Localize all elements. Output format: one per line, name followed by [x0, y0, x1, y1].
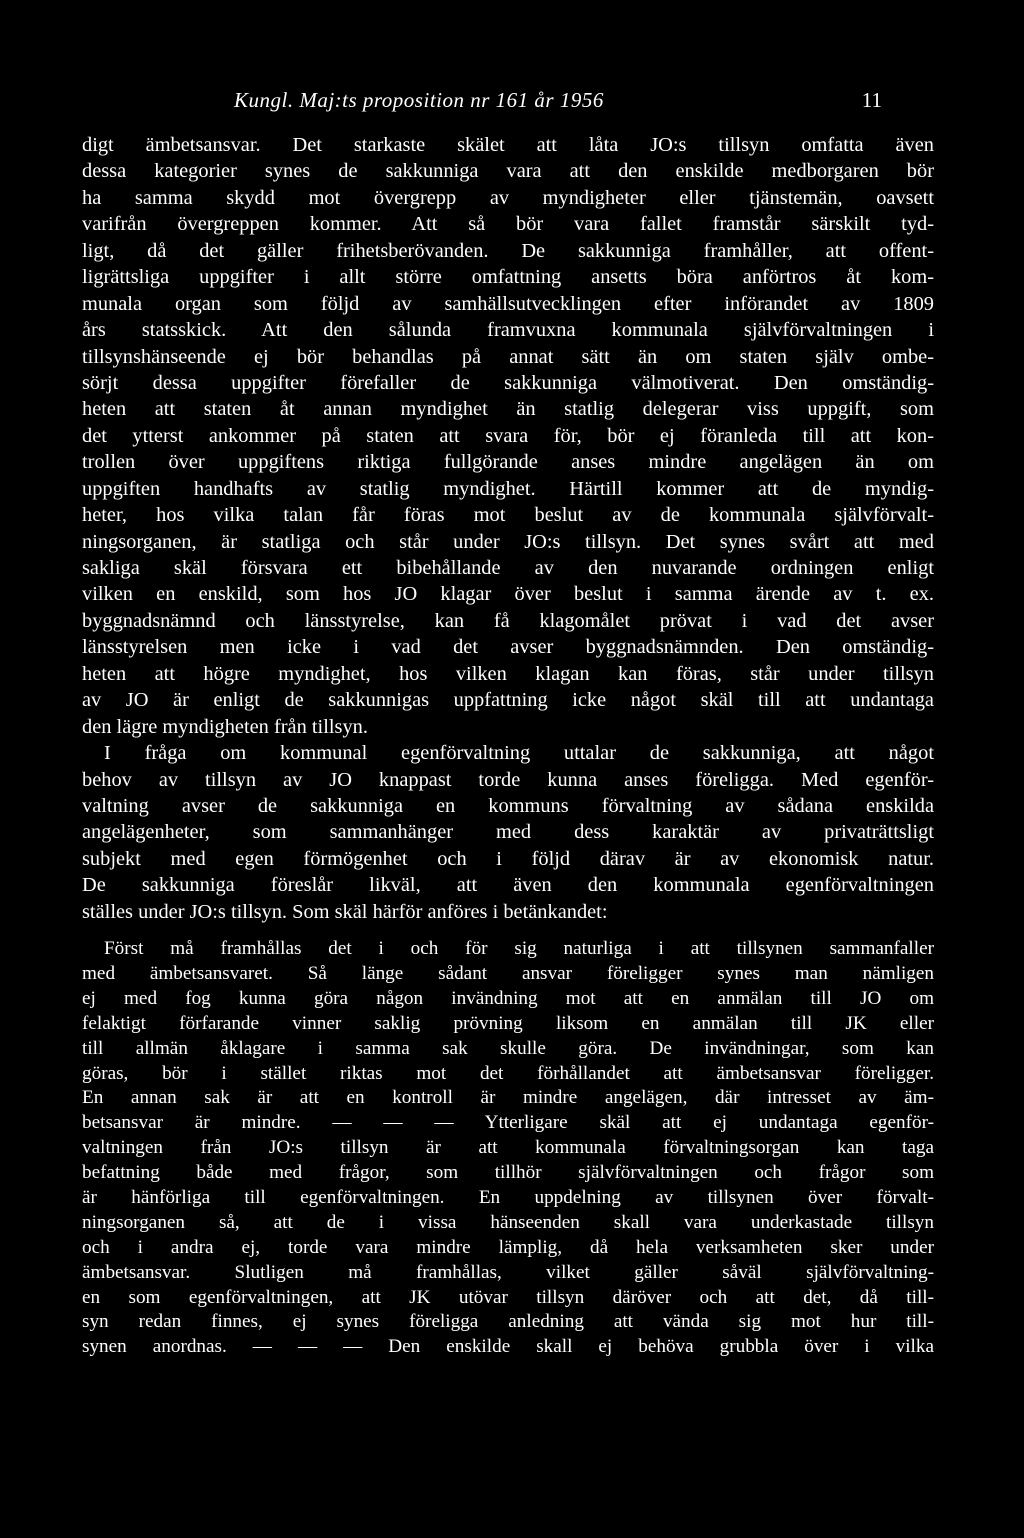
quote-line: syn redan finnes, ej synes föreligga anledning att vända sig mot hur till- [82, 1311, 934, 1333]
body-line: digt ämbetsansvar. Det starkaste skälet att låta JO:s tillsyn omfatta även [82, 134, 934, 156]
body-line: I fråga om kommunal egenförvaltning uttalar de sakkunniga, att något [104, 742, 934, 765]
page-number: 11 [861, 88, 882, 112]
running-header [82, 88, 934, 118]
body-line: av JO är enligt de sakkunnigas uppfattning icke något skäl till att undantaga [82, 689, 934, 712]
quote-line: synen anordnas. — — — Den enskilde skall ej behöva grubbla över i vilka [82, 1336, 934, 1358]
quote-line: felaktigt förfarande vinner saklig prövning liksom en anmälan till JK eller [82, 1012, 934, 1034]
body-line: De sakkunniga föreslår likväl, att även den kommunala egenförvaltningen [82, 874, 934, 897]
body-line: trollen över uppgiftens riktiga fullgörande anses mindre angelägen än om [82, 451, 934, 474]
quote-line: ej med fog kunna göra någon invändning mot att en anmälan till JO om [82, 987, 934, 1009]
body-line: sakliga skäl försvara ett bibehållande av den nuvarande ordningen enligt [82, 557, 934, 579]
body-line: ligrättsliga uppgifter i allt större omfattning ansetts böra anförtros åt kom- [82, 266, 934, 289]
body-line: ställes under JO:s tillsyn. Som skäl härför anföres i betänkandet: [82, 900, 608, 923]
body-line: behov av tillsyn av JO knappast torde kunna anses föreligga. Med egenför- [82, 768, 934, 791]
quote-line: en som egenförvaltningen, att JK utövar tillsyn däröver och att det, då till- [82, 1286, 934, 1308]
body-line: års statsskick. Att den sålunda framvuxna kommunala självförvaltningen i [82, 319, 934, 342]
body-line: heten att högre myndighet, hos vilken klagan kan föras, står under tillsyn [82, 662, 934, 685]
body-line: ningsorganen, är statliga och står under JO:s tillsyn. Det synes svårt att med [82, 530, 934, 553]
body-line: heter, hos vilka talan får föras mot beslut av de kommunala självförvalt- [82, 504, 934, 527]
body-line: tillsynshänseende ej bör behandlas på annat sätt än om staten själv ombe- [82, 345, 934, 368]
quote-line: En annan sak är att en kontroll är mindre angelägen, där intresset av äm- [82, 1087, 934, 1109]
quote-line: befattning både med frågor, som tillhör självförvaltningen och frågor som [82, 1162, 934, 1184]
quote-line: Först må framhållas det i och för sig naturliga i att tillsynen sammanfaller [104, 938, 934, 960]
body-line: heten att staten åt annan myndighet än statlig delegerar viss uppgift, som [82, 398, 934, 421]
body-line: den lägre myndigheten från tillsyn. [82, 715, 368, 738]
body-line: valtning avser de sakkunniga en kommuns förvaltning av sådana enskilda [82, 794, 934, 817]
body-line: ligt, då det gäller frihetsberövanden. De sakkunniga framhåller, att offent- [82, 239, 934, 262]
quote-line: och i andra ej, torde vara mindre lämplig, då hela verksamheten sker under [82, 1236, 934, 1258]
document-page [82, 88, 934, 1360]
body-line: länsstyrelsen men icke i vad det avser byggnadsnämnden. Den omständig- [82, 636, 934, 659]
quote-line: ningsorganen så, att de i vissa hänseenden skall vara underkastade tillsyn [82, 1211, 934, 1233]
body-text [82, 132, 934, 925]
quote-line: betsansvar är mindre. — — — Ytterligare skäl att ej undantaga egenför- [82, 1112, 934, 1134]
body-line: det ytterst ankommer på staten att svara för, bör ej föranleda till att kon- [82, 424, 934, 447]
body-line: dessa kategorier synes de sakkunniga vara att den enskilde medborgaren bör [82, 160, 934, 183]
quote-line: valtningen från JO:s tillsyn är att kommunala förvaltningsorgan kan taga [82, 1137, 934, 1159]
quote-line: är hänförliga till egenförvaltningen. En uppdelning av tillsynen över förvalt- [82, 1187, 934, 1209]
body-line: vilken en enskild, som hos JO klagar över beslut i samma ärende av t. ex. [82, 583, 934, 606]
body-line: angelägenheter, som sammanhänger med dess karaktär av privaträttsligt [82, 821, 934, 844]
body-line: ha samma skydd mot övergrepp av myndigheter eller tjänstemän, oavsett [82, 186, 934, 209]
body-line: uppgiften handhafts av statlig myndighet. Härtill kommer att de myndig- [82, 477, 934, 500]
body-line: byggnadsnämnd och länsstyrelse, kan få klagomålet prövat i vad det avser [82, 609, 934, 632]
body-line: subjekt med egen förmögenhet och i följd därav är av ekonomisk natur. [82, 847, 934, 870]
quote-line: till allmän åklagare i samma sak skulle göra. De invändningar, som kan [82, 1037, 934, 1059]
block-quote [82, 937, 934, 1360]
body-line: munala organ som följd av samhällsutvecklingen efter införandet av 1809 [82, 292, 934, 315]
body-line: sörjt dessa uppgifter förefaller de sakkunniga välmotiverat. Den omständig- [82, 371, 934, 394]
body-line: varifrån övergreppen kommer. Att så bör vara fallet framstår särskilt tyd- [82, 213, 934, 236]
header-title: Kungl. Maj:ts proposition nr 161 år 1956 [234, 88, 604, 112]
quote-line: med ämbetsansvaret. Så länge sådant ansvar föreligger synes man nämligen [82, 963, 934, 985]
quote-line: göras, bör i stället riktas mot det förhållandet att ämbetsansvar föreligger. [82, 1062, 934, 1084]
quote-line: ämbetsansvar. Slutligen må framhållas, vilket gäller såväl självförvaltning- [82, 1261, 934, 1283]
